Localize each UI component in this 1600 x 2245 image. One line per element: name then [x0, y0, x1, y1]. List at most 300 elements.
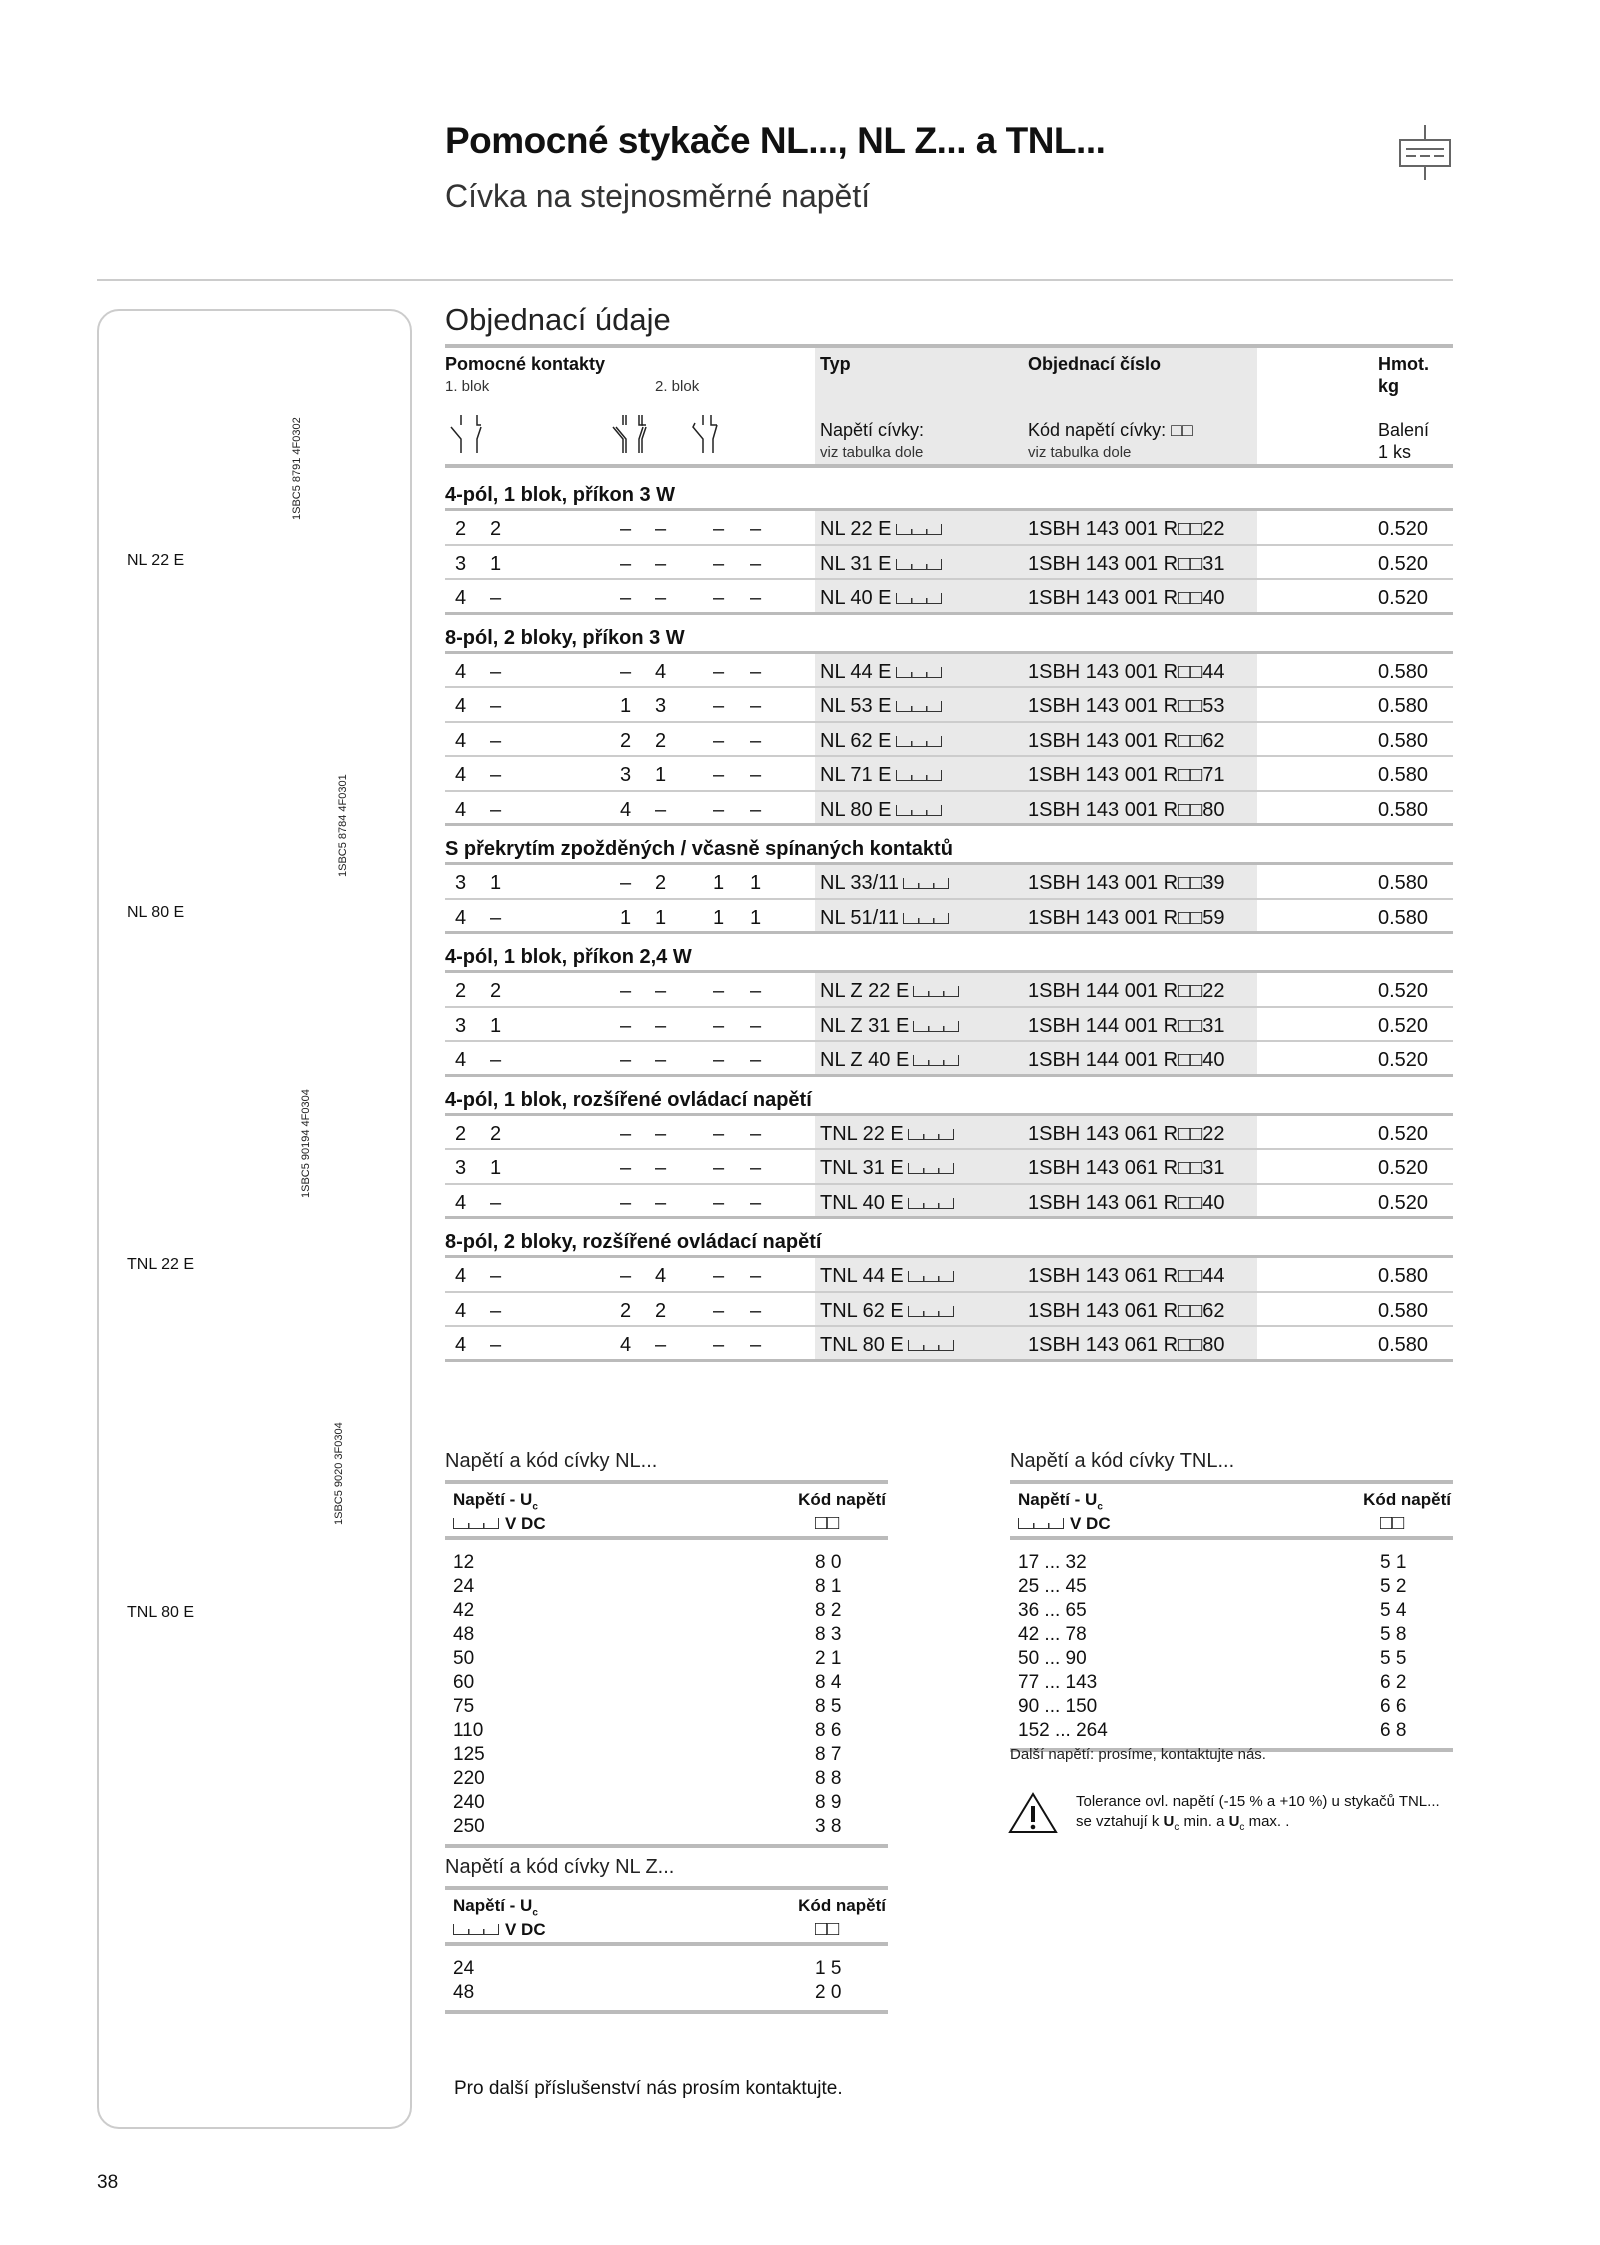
- contact-count: –: [655, 1334, 667, 1356]
- block2-label: 2. blok: [655, 378, 700, 395]
- contact-count: –: [490, 906, 502, 929]
- pack-qty: 1 ks: [1378, 442, 1412, 462]
- code-cell: 8 7: [815, 1744, 842, 1765]
- col-type: Typ: [820, 354, 851, 374]
- table-row: [445, 688, 1453, 723]
- order-sub: Kód napětí cívky: □□: [1028, 420, 1193, 440]
- contact-count: 1: [490, 1014, 502, 1037]
- contact-count: –: [620, 1014, 632, 1037]
- image-code: 1SBC5 9020 3F0304: [333, 1422, 345, 1525]
- contact-count: 4: [455, 587, 467, 609]
- voltage-placeholder-icon: [908, 1198, 954, 1209]
- contact-count: –: [655, 980, 667, 1002]
- contact-count: –: [750, 1265, 762, 1287]
- contact-count: –: [713, 587, 725, 609]
- voltage-placeholder-icon: [896, 701, 942, 712]
- contact-count: –: [713, 1191, 725, 1214]
- type-cell: TNL 62 E: [820, 1300, 954, 1323]
- voltage-placeholder-icon: [908, 1129, 954, 1140]
- code-cell: 6 2: [1380, 1672, 1407, 1693]
- voltage-placeholder-icon: [908, 1271, 954, 1282]
- weight-cell: 0.580: [1378, 660, 1429, 683]
- contact-count: –: [713, 1122, 725, 1145]
- order-number-cell: 1SBH 143 001 R□□80: [1028, 798, 1225, 821]
- weight-cell: 0.520: [1378, 1191, 1429, 1214]
- table-row: [445, 511, 1453, 546]
- contact-count: 1: [620, 695, 632, 717]
- col-voltage: Napětí - $U_c$: [453, 1896, 538, 1919]
- contact-count: –: [713, 660, 725, 683]
- type-cell: NL Z 31 E: [820, 1015, 959, 1038]
- section-heading: 4-pól, 1 blok, rozšířené ovládací napětí: [445, 1077, 1453, 1116]
- voltage-placeholder-icon: [913, 986, 959, 997]
- table-row: [445, 654, 1453, 689]
- contact-count: 3: [655, 695, 667, 717]
- contact-count: –: [655, 587, 667, 609]
- section-heading: 4-pól, 1 blok, příkon 2,4 W: [445, 934, 1453, 973]
- warning-line2: se vztahují k $U_c$ min. a $U_c$ max. .: [1076, 1813, 1290, 1833]
- contact-count: 4: [455, 1299, 467, 1322]
- unit-label: V DC: [453, 1920, 546, 1940]
- contact-count: –: [713, 1157, 725, 1179]
- voltage-cell: 42 ... 78: [1018, 1624, 1087, 1645]
- weight-cell: 0.520: [1378, 1122, 1429, 1145]
- voltage-cell: 240: [453, 1792, 485, 1813]
- table-row: [445, 546, 1453, 581]
- weight-cell: 0.580: [1378, 729, 1429, 752]
- table-row: [445, 1042, 1453, 1077]
- order-number-cell: 1SBH 144 001 R□□22: [1028, 980, 1225, 1002]
- image-label: NL 80 E: [127, 904, 185, 921]
- type-cell: NL 40 E: [820, 587, 942, 610]
- table-row: [1010, 1720, 1453, 1744]
- contact-count: 4: [455, 660, 467, 683]
- code-cell: 5 5: [1380, 1648, 1407, 1669]
- contact-count: 4: [455, 695, 467, 717]
- voltage-placeholder-icon: [896, 736, 942, 747]
- code-cell: 8 5: [815, 1696, 842, 1717]
- contact-count: 2: [490, 518, 502, 540]
- weight-cell: 0.520: [1378, 587, 1429, 609]
- image-label: TNL 22 E: [127, 1256, 194, 1273]
- contact-count: 2: [655, 1299, 667, 1322]
- table-row: [445, 900, 1453, 935]
- table-header: [445, 1886, 888, 1946]
- type-cell: TNL 40 E: [820, 1192, 954, 1215]
- code-cell: 3 8: [815, 1816, 842, 1837]
- table-row: [445, 1116, 1453, 1151]
- order-number-cell: 1SBH 143 001 R□□71: [1028, 764, 1225, 786]
- contact-count: –: [490, 729, 502, 752]
- contact-count: –: [655, 798, 667, 821]
- contact-count: –: [655, 1049, 667, 1071]
- contact-count: –: [490, 660, 502, 683]
- contact-symbols-block2-icon: [611, 413, 721, 453]
- contact-count: 2: [655, 729, 667, 752]
- order-number-cell: 1SBH 143 061 R□□40: [1028, 1191, 1225, 1214]
- contact-count: 1: [655, 906, 667, 929]
- code-boxes: □□: [815, 1918, 840, 1940]
- table-row: [445, 1958, 888, 1982]
- weight-cell: 0.580: [1378, 695, 1429, 717]
- contact-count: –: [713, 798, 725, 821]
- table-row: [1010, 1600, 1453, 1624]
- type-cell: NL 51/11: [820, 907, 949, 930]
- contact-count: –: [620, 1049, 632, 1071]
- image-label: TNL 80 E: [127, 1604, 194, 1621]
- table-row: [1010, 1696, 1453, 1720]
- nlz-voltage-table: [445, 1856, 888, 2014]
- type-cell: NL 80 E: [820, 799, 942, 822]
- contact-count: 4: [455, 798, 467, 821]
- code-cell: 8 1: [815, 1576, 842, 1597]
- voltage-cell: 48: [453, 1982, 475, 2003]
- table-title: Napětí a kód cívky NL Z...: [445, 1856, 675, 1878]
- contact-count: –: [620, 552, 632, 575]
- voltage-cell: 77 ... 143: [1018, 1672, 1098, 1693]
- contact-count: 3: [455, 1157, 467, 1179]
- contact-count: 2: [655, 872, 667, 894]
- voltage-cell: 50: [453, 1648, 475, 1669]
- code-cell: 5 1: [1380, 1552, 1407, 1573]
- voltage-cell: 24: [453, 1576, 475, 1597]
- type-cell: NL 31 E: [820, 553, 942, 576]
- order-number-cell: 1SBH 143 001 R□□39: [1028, 872, 1225, 894]
- contact-count: 1: [713, 906, 725, 929]
- contact-count: –: [713, 1049, 725, 1071]
- contact-count: –: [655, 552, 667, 575]
- order-number-cell: 1SBH 144 001 R□□31: [1028, 1014, 1225, 1037]
- contact-count: –: [655, 1014, 667, 1037]
- voltage-cell: 25 ... 45: [1018, 1576, 1087, 1597]
- code-cell: 8 2: [815, 1600, 842, 1621]
- code-cell: 8 9: [815, 1792, 842, 1813]
- section-heading: S překrytím zpožděných / včasně spínaných kontaktů: [445, 826, 1453, 865]
- type-cell: NL 22 E: [820, 518, 942, 541]
- type-cell: TNL 44 E: [820, 1265, 954, 1288]
- product-image-panel: [97, 309, 412, 2129]
- contact-count: –: [490, 1049, 502, 1071]
- col-pack: Balení: [1378, 420, 1430, 440]
- voltage-cell: 60: [453, 1672, 475, 1693]
- voltage-placeholder-icon: [896, 524, 942, 535]
- col-code: Kód napětí: [798, 1896, 886, 1915]
- code-boxes: □□: [815, 1512, 840, 1534]
- table-row: [1010, 1648, 1453, 1672]
- table-title: Napětí a kód cívky NL...: [445, 1450, 658, 1472]
- code-boxes: □□: [1380, 1512, 1405, 1534]
- table-row: [1010, 1576, 1453, 1600]
- weight-cell: 0.580: [1378, 764, 1429, 786]
- dc-coil-icon: [1398, 122, 1452, 182]
- type-note: viz tabulka dole: [820, 444, 924, 461]
- voltage-cell: 12: [453, 1552, 475, 1573]
- contact-count: –: [655, 1191, 667, 1214]
- contact-count: –: [620, 1157, 632, 1179]
- contact-count: –: [750, 1334, 762, 1356]
- contact-count: –: [750, 587, 762, 609]
- contact-count: –: [490, 695, 502, 717]
- contact-count: 1: [750, 872, 762, 894]
- voltage-placeholder-icon: [896, 770, 942, 781]
- contact-count: 4: [455, 729, 467, 752]
- contact-count: 4: [455, 1191, 467, 1214]
- footer-note: Pro další příslušenství nás prosím kontaktujte.: [454, 2078, 843, 2099]
- image-code: 1SBC5 8791 4F0302: [291, 417, 303, 520]
- contact-count: –: [620, 1265, 632, 1287]
- contact-count: 4: [455, 1049, 467, 1071]
- voltage-placeholder-icon: [453, 1924, 499, 1935]
- order-number-cell: 1SBH 143 001 R□□59: [1028, 906, 1225, 929]
- contact-count: 4: [655, 1265, 667, 1287]
- order-number-cell: 1SBH 143 001 R□□62: [1028, 729, 1225, 752]
- section-heading: 4-pól, 1 blok, příkon 3 W: [445, 472, 1453, 511]
- table-row: [445, 1293, 1453, 1328]
- contact-count: –: [713, 1334, 725, 1356]
- order-number-cell: 1SBH 143 001 R□□53: [1028, 695, 1225, 717]
- voltage-cell: 90 ... 150: [1018, 1696, 1098, 1717]
- weight-cell: 0.520: [1378, 1049, 1429, 1071]
- contact-count: 2: [490, 1122, 502, 1145]
- code-cell: 2 1: [815, 1648, 842, 1669]
- tnl-voltage-table: [1010, 1450, 1453, 1752]
- contact-count: –: [620, 1122, 632, 1145]
- contact-count: 1: [750, 906, 762, 929]
- voltage-cell: 42: [453, 1600, 475, 1621]
- nl-voltage-table: [445, 1450, 888, 1848]
- contact-count: 1: [655, 764, 667, 786]
- table-row: [445, 1648, 888, 1672]
- section-heading: 8-pól, 2 bloky, příkon 3 W: [445, 615, 1453, 654]
- table-header: [445, 1480, 888, 1540]
- section-rows: [445, 865, 1453, 934]
- section-title: Objednací údaje: [445, 302, 671, 337]
- table-row: [445, 1576, 888, 1600]
- table-row: [445, 1720, 888, 1744]
- contact-count: 1: [620, 906, 632, 929]
- type-cell: NL Z 22 E: [820, 980, 959, 1003]
- type-cell: NL 71 E: [820, 764, 942, 787]
- contact-count: –: [713, 1014, 725, 1037]
- contact-count: –: [655, 1122, 667, 1145]
- contact-count: –: [750, 729, 762, 752]
- contact-count: –: [750, 1157, 762, 1179]
- voltage-placeholder-icon: [896, 805, 942, 816]
- contact-count: –: [750, 552, 762, 575]
- weight-cell: 0.580: [1378, 798, 1429, 821]
- section-heading: 8-pól, 2 bloky, rozšířené ovládací napětí: [445, 1219, 1453, 1258]
- voltage-cell: 250: [453, 1816, 485, 1837]
- contact-count: –: [620, 980, 632, 1002]
- contact-count: 4: [455, 1334, 467, 1356]
- weight-cell: 0.580: [1378, 1265, 1429, 1287]
- table-row: [445, 723, 1453, 758]
- table-row: [1010, 1624, 1453, 1648]
- table-row: [445, 1258, 1453, 1293]
- order-table-header: [445, 344, 1453, 468]
- voltage-cell: 36 ... 65: [1018, 1600, 1087, 1621]
- voltage-cell: 50 ... 90: [1018, 1648, 1087, 1669]
- contact-count: –: [490, 1334, 502, 1356]
- contact-count: –: [750, 980, 762, 1002]
- col-voltage: Napětí - $U_c$: [1018, 1490, 1103, 1513]
- block1-label: 1. blok: [445, 378, 490, 395]
- contact-count: 1: [490, 872, 502, 894]
- voltage-placeholder-icon: [908, 1340, 954, 1351]
- voltage-cell: 220: [453, 1768, 485, 1789]
- weight-cell: 0.520: [1378, 1014, 1429, 1037]
- voltage-cell: 24: [453, 1958, 475, 1979]
- table-row: [445, 1624, 888, 1648]
- order-number-cell: 1SBH 143 001 R□□44: [1028, 660, 1225, 683]
- contact-count: –: [750, 798, 762, 821]
- order-number-cell: 1SBH 143 001 R□□40: [1028, 587, 1225, 609]
- code-cell: 6 6: [1380, 1696, 1407, 1717]
- weight-cell: 0.520: [1378, 980, 1429, 1002]
- unit-label: V DC: [1018, 1514, 1111, 1534]
- tnl-note: Další napětí: prosíme, kontaktujte nás.: [1010, 1746, 1266, 1763]
- type-cell: TNL 31 E: [820, 1157, 954, 1180]
- code-cell: 8 0: [815, 1552, 842, 1573]
- table-row: [445, 1185, 1453, 1220]
- contact-count: –: [750, 660, 762, 683]
- contact-count: 3: [455, 1014, 467, 1037]
- code-cell: 8 8: [815, 1768, 842, 1789]
- contact-count: –: [750, 1191, 762, 1214]
- table-row: [445, 1744, 888, 1768]
- voltage-placeholder-icon: [896, 593, 942, 604]
- warning-line1: Tolerance ovl. napětí (-15 % a +10 %) u stykačů TNL...: [1076, 1793, 1440, 1810]
- code-cell: 8 3: [815, 1624, 842, 1645]
- contact-count: 2: [620, 729, 632, 752]
- voltage-placeholder-icon: [453, 1518, 499, 1529]
- table-row: [445, 973, 1453, 1008]
- code-cell: 5 4: [1380, 1600, 1407, 1621]
- contact-count: 4: [620, 798, 632, 821]
- code-cell: 5 2: [1380, 1576, 1407, 1597]
- type-cell: NL 44 E: [820, 661, 942, 684]
- section-rows: [445, 654, 1453, 827]
- voltage-placeholder-icon: [1018, 1518, 1064, 1529]
- table-row: [445, 1327, 1453, 1362]
- contact-count: 2: [455, 518, 467, 540]
- contact-count: –: [713, 552, 725, 575]
- weight-cell: 0.580: [1378, 872, 1429, 894]
- contact-count: 4: [620, 1334, 632, 1356]
- voltage-placeholder-icon: [903, 878, 949, 889]
- contact-count: –: [713, 980, 725, 1002]
- contact-count: 3: [455, 872, 467, 894]
- contact-count: –: [490, 1265, 502, 1287]
- contact-count: –: [750, 1122, 762, 1145]
- contact-count: –: [490, 764, 502, 786]
- contact-count: –: [490, 1191, 502, 1214]
- page-title: Pomocné stykače NL..., NL Z... a TNL...: [445, 120, 1106, 161]
- code-cell: 6 8: [1380, 1720, 1407, 1741]
- contact-count: 4: [455, 764, 467, 786]
- contact-count: 4: [455, 1265, 467, 1287]
- contact-count: –: [750, 1014, 762, 1037]
- table-row: [445, 1816, 888, 1840]
- code-cell: 2 0: [815, 1982, 842, 2003]
- type-cell: TNL 80 E: [820, 1334, 954, 1357]
- code-cell: 5 8: [1380, 1624, 1407, 1645]
- table-row: [445, 1150, 1453, 1185]
- contact-count: 2: [455, 1122, 467, 1145]
- contact-count: –: [490, 1299, 502, 1322]
- col-code: Kód napětí: [798, 1490, 886, 1509]
- section-rows: [445, 511, 1453, 615]
- order-table: [445, 344, 1453, 1362]
- voltage-placeholder-icon: [913, 1021, 959, 1032]
- table-row: [445, 1552, 888, 1576]
- table-row: [445, 1672, 888, 1696]
- voltage-cell: 152 ... 264: [1018, 1720, 1108, 1741]
- table-title: Napětí a kód cívky TNL...: [1010, 1450, 1235, 1472]
- contact-count: –: [655, 518, 667, 540]
- warning-icon: [1008, 1792, 1058, 1834]
- col-weight: Hmot.: [1378, 354, 1429, 374]
- table-header: [1010, 1480, 1453, 1540]
- weight-cell: 0.580: [1378, 1334, 1429, 1356]
- contact-count: –: [655, 1157, 667, 1179]
- table-row: [1010, 1672, 1453, 1696]
- page-number: 38: [97, 2172, 119, 2193]
- contact-count: –: [713, 1265, 725, 1287]
- section-rows: [445, 1258, 1453, 1362]
- code-cell: 1 5: [815, 1958, 842, 1979]
- contact-count: –: [490, 798, 502, 821]
- voltage-placeholder-icon: [908, 1306, 954, 1317]
- contact-count: –: [750, 695, 762, 717]
- voltage-placeholder-icon: [896, 667, 942, 678]
- contact-count: –: [620, 1191, 632, 1214]
- contact-count: –: [750, 1049, 762, 1071]
- table-row: [445, 1008, 1453, 1043]
- weight-cell: 0.520: [1378, 518, 1429, 540]
- contact-count: 1: [490, 1157, 502, 1179]
- contact-count: –: [620, 872, 632, 894]
- table-row: [445, 1982, 888, 2006]
- section-rows: [445, 1116, 1453, 1220]
- weight-cell: 0.580: [1378, 906, 1429, 929]
- contact-count: –: [620, 660, 632, 683]
- unit-label: V DC: [453, 1514, 546, 1534]
- voltage-cell: 17 ... 32: [1018, 1552, 1087, 1573]
- contact-count: –: [750, 764, 762, 786]
- code-cell: 8 6: [815, 1720, 842, 1741]
- contact-count: –: [713, 518, 725, 540]
- contact-count: –: [713, 729, 725, 752]
- voltage-cell: 125: [453, 1744, 485, 1765]
- col-order-number: Objednací číslo: [1028, 354, 1162, 374]
- order-number-cell: 1SBH 143 061 R□□80: [1028, 1334, 1225, 1356]
- contact-count: –: [490, 587, 502, 609]
- weight-cell: 0.580: [1378, 1299, 1429, 1322]
- type-sub: Napětí cívky:: [820, 420, 925, 440]
- weight-cell: 0.520: [1378, 1157, 1429, 1179]
- voltage-placeholder-icon: [896, 559, 942, 570]
- contact-count: –: [620, 518, 632, 540]
- contact-count: 4: [655, 660, 667, 683]
- order-number-cell: 1SBH 143 061 R□□31: [1028, 1157, 1225, 1179]
- type-cell: TNL 22 E: [820, 1123, 954, 1146]
- contact-count: 4: [455, 906, 467, 929]
- table-row: [445, 1768, 888, 1792]
- weight-unit: kg: [1378, 376, 1400, 396]
- col-contacts: Pomocné kontakty: [445, 354, 606, 374]
- contact-count: –: [713, 1299, 725, 1322]
